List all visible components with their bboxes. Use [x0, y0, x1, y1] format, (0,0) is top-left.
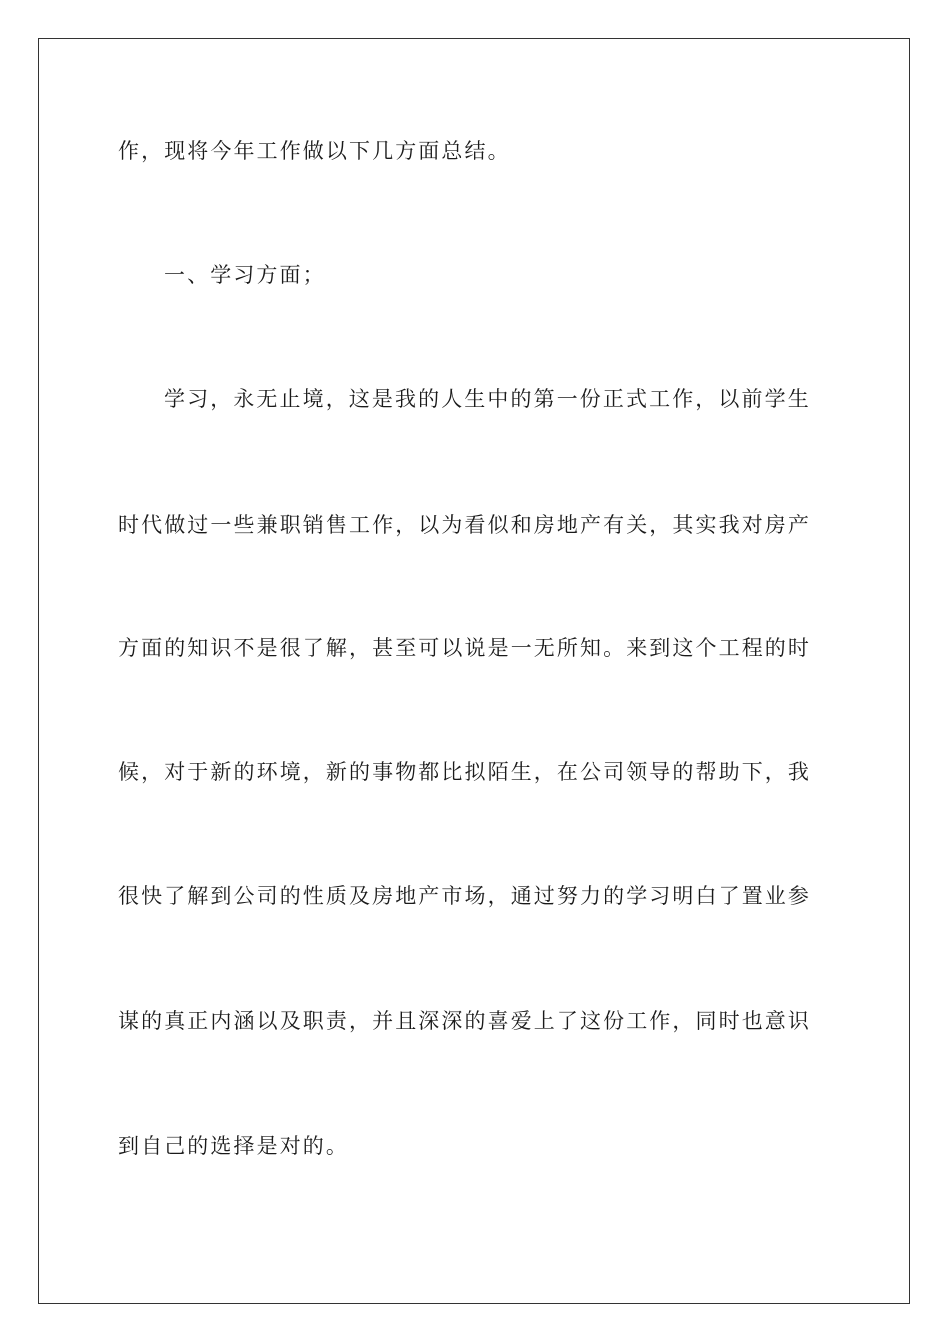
- text-line-4: 时代做过一些兼职销售工作，以为看似和房地产有关，其实我对房产: [118, 513, 811, 537]
- text-line-8: 谋的真正内涵以及职责，并且深深的喜爱上了这份工作，同时也意识: [118, 1009, 811, 1033]
- text-line-5: 方面的知识不是很了解，甚至可以说是一无所知。来到这个工程的时: [118, 636, 811, 660]
- text-line-3: 学习，永无止境，这是我的人生中的第一份正式工作，以前学生: [164, 387, 811, 411]
- text-line-1: 作，现将今年工作做以下几方面总结。: [118, 139, 511, 163]
- section-heading-study: 一、学习方面；: [164, 263, 326, 287]
- page-frame: [38, 38, 910, 1304]
- text-line-6: 候，对于新的环境，新的事物都比拟陌生，在公司领导的帮助下，我: [118, 760, 811, 784]
- text-line-9: 到自己的选择是对的。: [118, 1134, 349, 1158]
- text-line-7: 很快了解到公司的性质及房地产市场，通过努力的学习明白了置业参: [118, 884, 811, 908]
